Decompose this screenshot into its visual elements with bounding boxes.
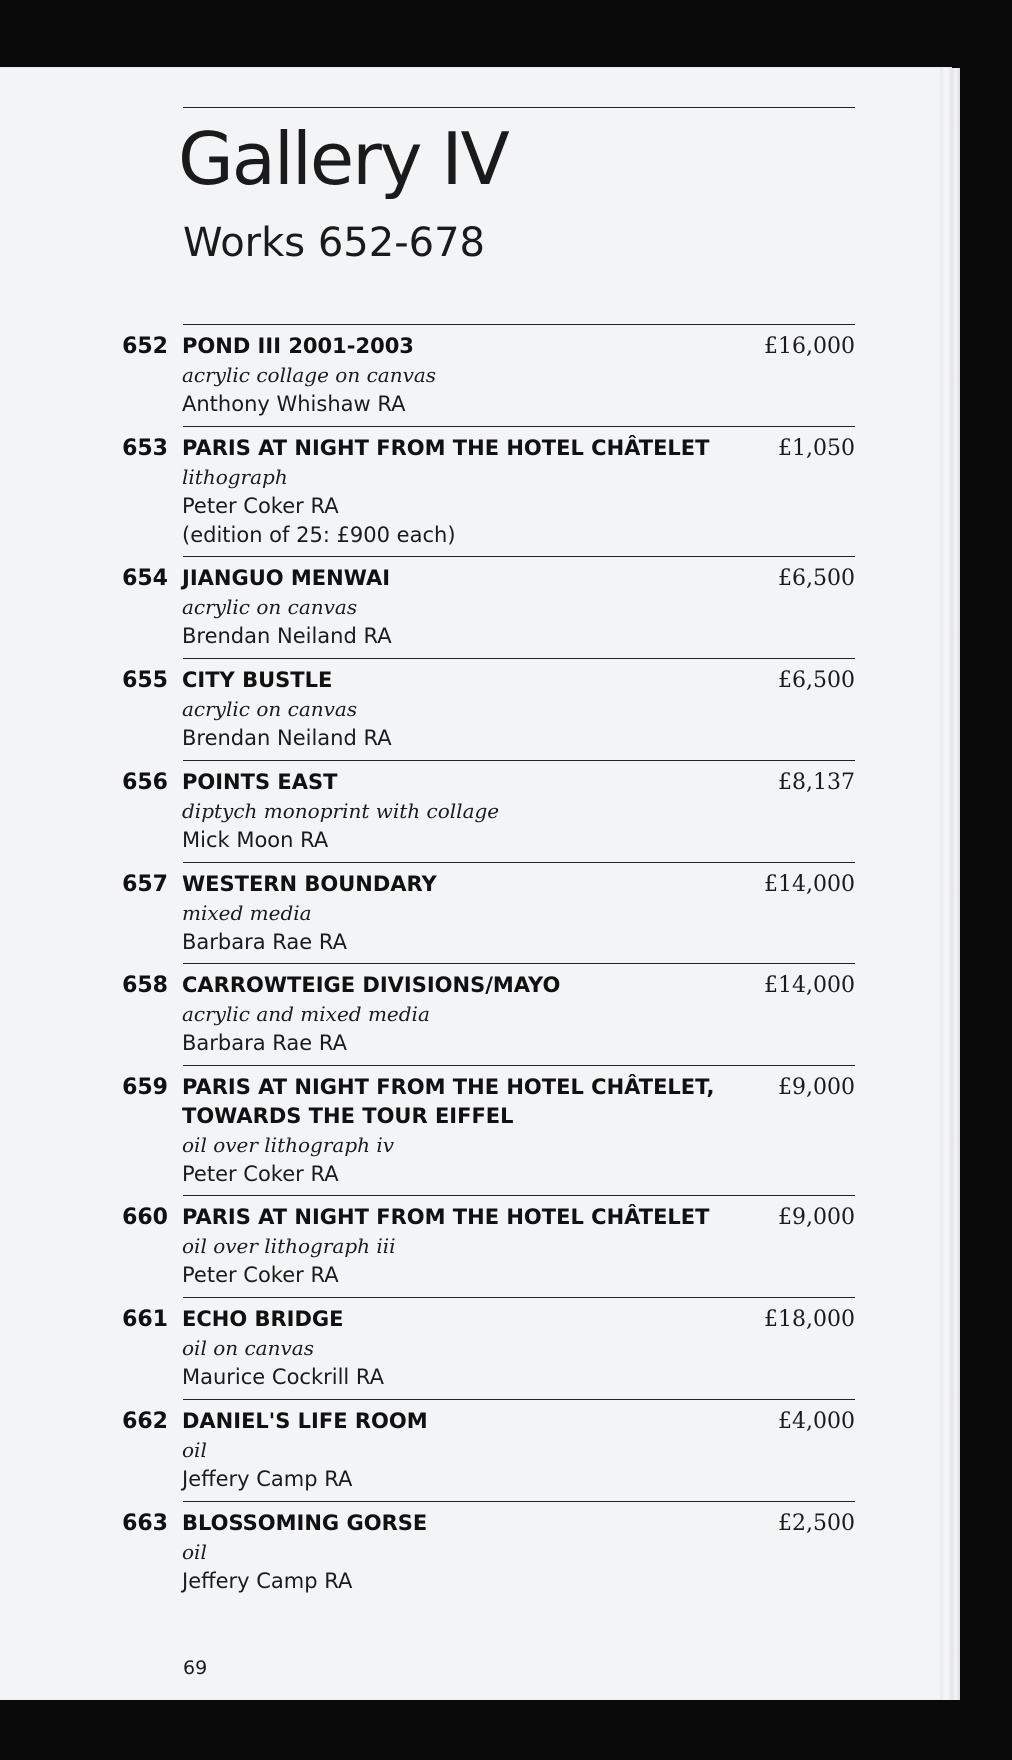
entries-list [0, 67, 952, 1700]
entry-divider [183, 1065, 855, 1066]
entry-title: CITY BUSTLE [182, 668, 333, 692]
entry-divider [183, 862, 855, 863]
entry-medium: lithograph [182, 465, 288, 489]
entry-number: 659 [122, 1075, 168, 1100]
entry-price: £2,500 [778, 1511, 855, 1536]
entry-artist: Anthony Whishaw RA [182, 392, 406, 416]
entry-title: CARROWTEIGE DIVISIONS/MAYO [182, 973, 561, 997]
entry-medium: acrylic and mixed media [182, 1002, 430, 1026]
entry-price: £16,000 [764, 334, 855, 359]
entry-price: £9,000 [778, 1075, 855, 1100]
entry-number: 663 [122, 1511, 168, 1536]
entry-title: PARIS AT NIGHT FROM THE HOTEL CHÂTELET, TOWARDS THE TOUR EIFFEL [182, 1075, 715, 1128]
entry-medium: diptych monoprint with collage [182, 799, 500, 823]
page-number: 69 [183, 1657, 208, 1679]
entry-divider [183, 556, 855, 557]
entry-medium: oil over lithograph iii [182, 1234, 396, 1258]
entry-artist: Peter Coker RA [182, 1162, 339, 1186]
entry-title: JIANGUO MENWAI [182, 566, 391, 590]
entry-artist: Peter Coker RA [182, 1263, 339, 1287]
entry-artist: Mick Moon RA [182, 828, 329, 852]
entry-artist: Maurice Cockrill RA [182, 1365, 385, 1389]
page-stack-edge [940, 68, 960, 1700]
entry-edition-note: (edition of 25: £900 each) [182, 523, 456, 547]
entry-divider [183, 426, 855, 427]
entry-divider [183, 1399, 855, 1400]
entry-number: 652 [122, 334, 168, 359]
entry-price: £14,000 [764, 973, 855, 998]
entry-medium: acrylic collage on canvas [182, 363, 437, 387]
entry-number: 656 [122, 770, 168, 795]
entry-divider [183, 658, 855, 659]
entry-medium: acrylic on canvas [182, 595, 358, 619]
entry-medium: oil on canvas [182, 1336, 314, 1360]
works-range-subtitle: Works 652-678 [183, 220, 485, 266]
entry-divider [183, 1297, 855, 1298]
entry-price: £9,000 [778, 1205, 855, 1230]
entry-number: 653 [122, 436, 168, 461]
entry-price: £6,500 [778, 668, 855, 693]
entry-number: 661 [122, 1307, 168, 1332]
entry-title: WESTERN BOUNDARY [182, 872, 437, 896]
entry-number: 660 [122, 1205, 168, 1230]
entry-medium: acrylic on canvas [182, 697, 358, 721]
catalogue-page [0, 67, 952, 1700]
entry-number: 658 [122, 973, 168, 998]
entry-price: £8,137 [778, 770, 855, 795]
entry-number: 657 [122, 872, 168, 897]
entry-artist: Brendan Neiland RA [182, 726, 392, 750]
entry-title: ECHO BRIDGE [182, 1307, 344, 1331]
entry-divider [183, 1195, 855, 1196]
entry-number: 655 [122, 668, 168, 693]
entry-medium: oil over lithograph iv [182, 1133, 395, 1157]
entry-divider [183, 760, 855, 761]
entry-artist: Jeffery Camp RA [182, 1569, 353, 1593]
entry-artist: Barbara Rae RA [182, 930, 347, 954]
entry-number: 662 [122, 1409, 168, 1434]
entry-medium: oil [182, 1540, 207, 1564]
entry-title: POINTS EAST [182, 770, 338, 794]
entry-price: £14,000 [764, 872, 855, 897]
entry-medium: oil [182, 1438, 207, 1462]
entry-divider [183, 1501, 855, 1502]
entry-artist: Brendan Neiland RA [182, 624, 392, 648]
entry-artist: Peter Coker RA [182, 494, 339, 518]
entry-medium: mixed media [182, 901, 312, 925]
entry-price: £4,000 [778, 1409, 855, 1434]
entry-price: £1,050 [778, 436, 855, 461]
entry-title: DANIEL'S LIFE ROOM [182, 1409, 428, 1433]
entry-artist: Jeffery Camp RA [182, 1467, 353, 1491]
entry-divider [183, 324, 855, 325]
entry-price: £6,500 [778, 566, 855, 591]
entry-artist: Barbara Rae RA [182, 1031, 347, 1055]
entry-title: POND III 2001-2003 [182, 334, 414, 358]
entry-number: 654 [122, 566, 168, 591]
entry-title: PARIS AT NIGHT FROM THE HOTEL CHÂTELET [182, 436, 710, 460]
entry-price: £18,000 [764, 1307, 855, 1332]
entry-title: BLOSSOMING GORSE [182, 1511, 428, 1535]
gallery-title: Gallery IV [178, 117, 508, 201]
entry-title: PARIS AT NIGHT FROM THE HOTEL CHÂTELET [182, 1205, 710, 1229]
entry-divider [183, 963, 855, 964]
